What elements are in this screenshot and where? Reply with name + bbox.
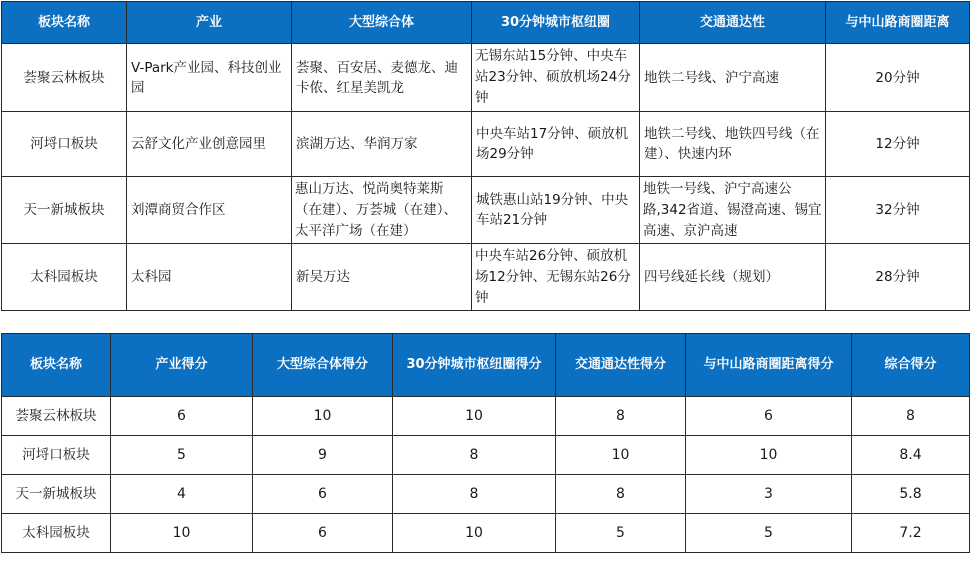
cell-total-score: 7.2	[852, 514, 970, 553]
table-row	[2, 112, 970, 177]
cell-complex: 滨湖万达、华润万家	[292, 112, 472, 177]
header-industry-score: 产业得分	[111, 334, 253, 397]
cell-distance: 32分钟	[826, 177, 970, 244]
cell-hub-circle-score: 10	[393, 514, 556, 553]
table-row	[2, 44, 970, 112]
header-hub-circle: 30分钟城市枢纽圈	[472, 2, 640, 44]
cell-traffic-score: 10	[556, 436, 686, 475]
header-distance: 与中山路商圈距离	[826, 2, 970, 44]
cell-block-name: 河埒口板块	[2, 436, 111, 475]
table-row	[2, 436, 970, 475]
cell-block-name: 河埒口板块	[2, 112, 127, 177]
cell-industry: V-Park产业园、科技创业园	[127, 44, 292, 112]
cell-block-name: 太科园板块	[2, 514, 111, 553]
header-hub-circle-score: 30分钟城市枢纽圈得分	[393, 334, 556, 397]
cell-total-score: 5.8	[852, 475, 970, 514]
cell-industry-score: 4	[111, 475, 253, 514]
cell-industry: 云舒文化产业创意园里	[127, 112, 292, 177]
cell-complex-score: 6	[253, 514, 393, 553]
table-header-row	[2, 2, 970, 44]
cell-industry-score: 6	[111, 397, 253, 436]
cell-distance-score: 5	[686, 514, 852, 553]
cell-hub-circle: 中央车站26分钟、硕放机场12分钟、无锡东站26分钟	[472, 244, 640, 311]
table-row	[2, 177, 970, 244]
header-complex: 大型综合体	[292, 2, 472, 44]
cell-traffic-score: 8	[556, 475, 686, 514]
cell-traffic: 四号线延长线（规划）	[640, 244, 826, 311]
header-complex-score: 大型综合体得分	[253, 334, 393, 397]
cell-distance: 12分钟	[826, 112, 970, 177]
header-block-name: 板块名称	[2, 334, 111, 397]
score-table	[1, 333, 970, 553]
cell-traffic: 地铁二号线、地铁四号线（在建）、快速内环	[640, 112, 826, 177]
cell-hub-circle: 无锡东站15分钟、中央车站23分钟、硕放机场24分钟	[472, 44, 640, 112]
cell-block-name: 天一新城板块	[2, 475, 111, 514]
cell-industry-score: 10	[111, 514, 253, 553]
cell-distance: 28分钟	[826, 244, 970, 311]
block-comparison-table	[1, 1, 970, 311]
cell-industry: 刘潭商贸合作区	[127, 177, 292, 244]
table-row	[2, 514, 970, 553]
cell-traffic-score: 5	[556, 514, 686, 553]
header-block-name: 板块名称	[2, 2, 127, 44]
cell-total-score: 8.4	[852, 436, 970, 475]
cell-distance-score: 3	[686, 475, 852, 514]
cell-block-name: 荟聚云林板块	[2, 397, 111, 436]
cell-complex-score: 9	[253, 436, 393, 475]
cell-block-name: 太科园板块	[2, 244, 127, 311]
cell-block-name: 荟聚云林板块	[2, 44, 127, 112]
cell-hub-circle-score: 8	[393, 436, 556, 475]
table-row	[2, 475, 970, 514]
header-total-score: 综合得分	[852, 334, 970, 397]
header-traffic: 交通通达性	[640, 2, 826, 44]
cell-hub-circle: 城铁惠山站19分钟、中央车站21分钟	[472, 177, 640, 244]
cell-complex-score: 6	[253, 475, 393, 514]
cell-complex-score: 10	[253, 397, 393, 436]
header-industry: 产业	[127, 2, 292, 44]
cell-traffic-score: 8	[556, 397, 686, 436]
table-row	[2, 244, 970, 311]
cell-block-name: 天一新城板块	[2, 177, 127, 244]
cell-traffic: 地铁二号线、沪宁高速	[640, 44, 826, 112]
cell-distance-score: 10	[686, 436, 852, 475]
cell-total-score: 8	[852, 397, 970, 436]
header-distance-score: 与中山路商圈距离得分	[686, 334, 852, 397]
table-header-row	[2, 334, 970, 397]
header-traffic-score: 交通通达性得分	[556, 334, 686, 397]
cell-complex: 新吴万达	[292, 244, 472, 311]
cell-hub-circle-score: 8	[393, 475, 556, 514]
table-row	[2, 397, 970, 436]
cell-complex: 惠山万达、悦尚奥特莱斯（在建）、万荟城（在建）、太平洋广场（在建）	[292, 177, 472, 244]
cell-complex: 荟聚、百安居、麦德龙、迪卡侬、红星美凯龙	[292, 44, 472, 112]
cell-industry-score: 5	[111, 436, 253, 475]
cell-distance-score: 6	[686, 397, 852, 436]
cell-hub-circle-score: 10	[393, 397, 556, 436]
cell-traffic: 地铁一号线、沪宁高速公路,342省道、锡澄高速、锡宜高速、京沪高速	[640, 177, 826, 244]
cell-industry: 太科园	[127, 244, 292, 311]
cell-hub-circle: 中央车站17分钟、硕放机场29分钟	[472, 112, 640, 177]
cell-distance: 20分钟	[826, 44, 970, 112]
